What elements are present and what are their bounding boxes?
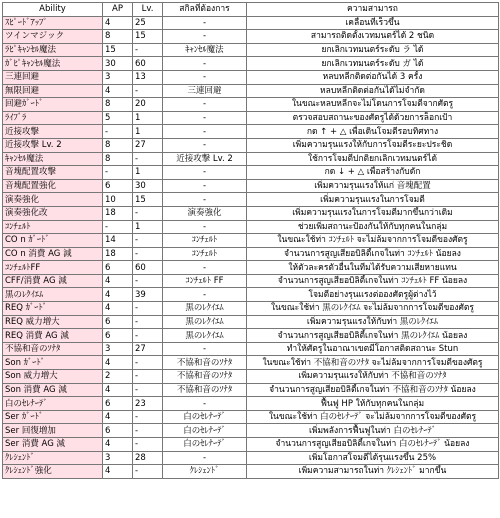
header-ap: AP xyxy=(103,3,133,17)
level: 25 xyxy=(133,16,163,30)
required-skill: 黒のﾚｸｲｴﾑ xyxy=(163,329,247,343)
effect-description: เพิ่มความรุนแรงให้แก่ 音塊配置 xyxy=(247,179,499,193)
required-skill: - xyxy=(163,30,247,44)
ability-name: ツインマジック xyxy=(3,30,103,44)
ap-cost: 30 xyxy=(103,57,133,71)
ap-cost: 15 xyxy=(103,43,133,57)
required-skill: 不協和音のｿﾅﾀ xyxy=(163,356,247,370)
ability-name: 不協和音のｿﾅﾀ xyxy=(3,342,103,356)
effect-description: จำนวนการสูญเสียอบิลิตี้เกจในท่า 不協和音のｿﾅﾀ น้อยลง xyxy=(247,383,499,397)
ap-cost: 10 xyxy=(103,193,133,207)
ap-cost: 6 xyxy=(103,179,133,193)
effect-description: ตรวจสอบสถานะของศัตรูได้ด้วยการล็อกเป้า xyxy=(247,111,499,125)
level: 1 xyxy=(133,111,163,125)
level: - xyxy=(133,370,163,384)
ap-cost: - xyxy=(103,220,133,234)
required-skill: - xyxy=(163,138,247,152)
level: - xyxy=(133,274,163,288)
effect-description: เพิ่มความรุนแรงให้กับท่า 不協和音のｿﾅﾀ xyxy=(247,370,499,384)
ap-cost: 4 xyxy=(103,84,133,98)
header-lv: Lv. xyxy=(133,3,163,17)
ap-cost: 4 xyxy=(103,438,133,452)
required-skill: 白のｾﾚﾅｰﾃﾞ xyxy=(163,410,247,424)
table-row xyxy=(3,247,499,261)
table-row xyxy=(3,125,499,139)
ability-name: 音塊配置強化 xyxy=(3,179,103,193)
level: - xyxy=(133,315,163,329)
ability-name: REQ ｶﾞｰﾄﾞ xyxy=(3,302,103,316)
ability-name: Ser 消費 AG 減 xyxy=(3,438,103,452)
effect-description: กด ↓ + △ เพื่อสร้างกับดัก xyxy=(247,166,499,180)
ap-cost: 4 xyxy=(103,302,133,316)
ability-table xyxy=(2,2,499,479)
ability-name: ﾗﾋﾟｷｬﾝｾﾙ魔法 xyxy=(3,43,103,57)
effect-description: เพิ่มพลังการฟื้นฟูในท่า 白のｾﾚﾅｰﾃﾞ xyxy=(247,424,499,438)
ability-name: 無限回避 xyxy=(3,84,103,98)
ability-name: 近接攻撃 Lv. 2 xyxy=(3,138,103,152)
ap-cost: 4 xyxy=(103,410,133,424)
ap-cost: - xyxy=(103,166,133,180)
effect-description: เพิ่มความรุนแรงให้กับท่า 黒のﾚｸｲｴﾑ xyxy=(247,315,499,329)
ap-cost: 14 xyxy=(103,234,133,248)
ability-name: Son 威力増大 xyxy=(3,370,103,384)
required-skill: ｺﾝﾁｪﾙﾄ xyxy=(163,247,247,261)
level: - xyxy=(133,84,163,98)
ability-name: Ser ｶﾞｰﾄﾞ xyxy=(3,410,103,424)
level: - xyxy=(133,424,163,438)
table-row xyxy=(3,370,499,384)
ap-cost: 6 xyxy=(103,424,133,438)
header-row xyxy=(3,3,499,17)
required-skill: - xyxy=(163,16,247,30)
effect-description: เพิ่มความรุนแรงในการโจมตี xyxy=(247,193,499,207)
required-skill: 白のｾﾚﾅｰﾃﾞ xyxy=(163,424,247,438)
required-skill: 黒のﾚｸｲｴﾑ xyxy=(163,315,247,329)
effect-description: ในขณะใช้ท่า 白のｾﾚﾅｰﾃﾞ จะไม่ล้มจากการโจมตีของศัตรู xyxy=(247,410,499,424)
required-skill: ｸﾚｼｪﾝﾄﾞ xyxy=(163,465,247,479)
required-skill: ｷｬﾝｾﾙ魔法 xyxy=(163,43,247,57)
level: 23 xyxy=(133,397,163,411)
ap-cost: 8 xyxy=(103,152,133,166)
table-row xyxy=(3,451,499,465)
required-skill: - xyxy=(163,288,247,302)
level: 28 xyxy=(133,451,163,465)
effect-description: จำนวนการสูญเสียอบิลิตี้เกจในท่า 白のｾﾚﾅｰﾃﾞ น้อยลง xyxy=(247,438,499,452)
level: - xyxy=(133,356,163,370)
ap-cost: 18 xyxy=(103,206,133,220)
effect-description: เพิ่มความรุนแรงในการโจมตีมากขึ้นกว่าเดิม xyxy=(247,206,499,220)
ability-name: 近接攻撃 xyxy=(3,125,103,139)
required-skill: - xyxy=(163,397,247,411)
required-skill: - xyxy=(163,111,247,125)
table-row xyxy=(3,288,499,302)
effect-description: สามารถติดตั้งเวทมนตร์ได้ 2 ชนิด xyxy=(247,30,499,44)
table-row xyxy=(3,166,499,180)
effect-description: เพิ่มโอกาสโจมตีได้รุนแรงขึ้น 25% xyxy=(247,451,499,465)
required-skill: - xyxy=(163,98,247,112)
required-skill: - xyxy=(163,193,247,207)
effect-description: ยกเลิกเวทมนตร์ระดับ ラ ได้ xyxy=(247,43,499,57)
ap-cost: 4 xyxy=(103,356,133,370)
ap-cost: 6 xyxy=(103,315,133,329)
header-ability: Ability xyxy=(3,3,103,17)
level: - xyxy=(133,302,163,316)
required-skill: - xyxy=(163,261,247,275)
level: - xyxy=(133,43,163,57)
table-row xyxy=(3,261,499,275)
ap-cost: 18 xyxy=(103,247,133,261)
table-row xyxy=(3,356,499,370)
ability-name: ｶﾞﾋﾟｷｬﾝｾﾙ魔法 xyxy=(3,57,103,71)
effect-description: ใช้การโจมตีปกติยกเลิกเวทมนตร์ได้ xyxy=(247,152,499,166)
ap-cost: 3 xyxy=(103,342,133,356)
level: - xyxy=(133,410,163,424)
effect-description: เคลื่อนที่เร็วขึ้น xyxy=(247,16,499,30)
effect-description: หลบหลีกติดต่อกันได้ไม่จำกัด xyxy=(247,84,499,98)
header-required-skill: สกิลที่ต้องการ xyxy=(163,3,247,17)
required-skill: - xyxy=(163,57,247,71)
level: 15 xyxy=(133,193,163,207)
table-row xyxy=(3,234,499,248)
ap-cost: 4 xyxy=(103,465,133,479)
ap-cost: 8 xyxy=(103,138,133,152)
ability-name: ｷｬﾝｾﾙ魔法 xyxy=(3,152,103,166)
ap-cost: 8 xyxy=(103,98,133,112)
ap-cost: 5 xyxy=(103,111,133,125)
required-skill: - xyxy=(163,166,247,180)
level: - xyxy=(133,152,163,166)
level: 13 xyxy=(133,70,163,84)
table-row xyxy=(3,152,499,166)
level: 39 xyxy=(133,288,163,302)
ability-name: 黒のﾚｸｲｴﾑ xyxy=(3,288,103,302)
effect-description: จำนวนการสูญเสียอบิลิตี้เกจในท่า ｺﾝﾁｪﾙﾄ FF น้อยลง xyxy=(247,274,499,288)
required-skill: - xyxy=(163,179,247,193)
ability-name: ｸﾚｼｪﾝﾄﾞ xyxy=(3,451,103,465)
table-row xyxy=(3,111,499,125)
table-row xyxy=(3,84,499,98)
effect-description: ในขณะใช้ท่า 黒のﾚｸｲｴﾑ จะไม่ล้มจากการโจมตีของศัตรู xyxy=(247,302,499,316)
ability-name: ﾗｲﾌﾞﾗ xyxy=(3,111,103,125)
ability-name: ｽﾋﾟｰﾄﾞｱｯﾌﾟ xyxy=(3,16,103,30)
ap-cost: 8 xyxy=(103,30,133,44)
table-row xyxy=(3,315,499,329)
table-row xyxy=(3,30,499,44)
required-skill: - xyxy=(163,70,247,84)
ability-name: ｺﾝﾁｪﾙﾄ xyxy=(3,220,103,234)
level: 30 xyxy=(133,179,163,193)
level: 15 xyxy=(133,30,163,44)
table-row xyxy=(3,16,499,30)
level: - xyxy=(133,206,163,220)
ability-name: ｸﾚｼｪﾝﾄﾞ強化 xyxy=(3,465,103,479)
header-effect: ความสามารถ xyxy=(247,3,499,17)
required-skill: - xyxy=(163,125,247,139)
effect-description: เพิ่มความสามารถในท่า ｸﾚｼｪﾝﾄﾞ มากขึ้น xyxy=(247,465,499,479)
effect-description: จำนวนการสูญเสียอบิลิตี้เกจในท่า ｺﾝﾁｪﾙﾄ น้อยลง xyxy=(247,247,499,261)
ability-name: Ser 回復増加 xyxy=(3,424,103,438)
table-row xyxy=(3,438,499,452)
ability-name: 音塊配置攻撃 xyxy=(3,166,103,180)
table-row xyxy=(3,193,499,207)
required-skill: ｺﾝﾁｪﾙﾄ FF xyxy=(163,274,247,288)
effect-description: ยกเลิกเวทมนตร์ระดับ ガ ได้ xyxy=(247,57,499,71)
required-skill: 白のｾﾚﾅｰﾃﾞ xyxy=(163,438,247,452)
ap-cost: 3 xyxy=(103,451,133,465)
required-skill: 不協和音のｿﾅﾀ xyxy=(163,370,247,384)
level: - xyxy=(133,234,163,248)
ability-name: CO n 消費 AG 減 xyxy=(3,247,103,261)
ability-name: CFF/消費 AG 減 xyxy=(3,274,103,288)
ap-cost: - xyxy=(103,125,133,139)
ability-name: 三連回避 xyxy=(3,70,103,84)
table-row xyxy=(3,329,499,343)
table-row xyxy=(3,43,499,57)
ability-name: CO n ｶﾞｰﾄﾞ xyxy=(3,234,103,248)
ap-cost: 4 xyxy=(103,274,133,288)
table-row xyxy=(3,220,499,234)
table-row xyxy=(3,410,499,424)
table-row xyxy=(3,179,499,193)
effect-description: จำนวนการสูญเสียอบิลิตี้เกจในท่า 黒のﾚｸｲｴﾑ น้อยลง xyxy=(247,329,499,343)
ap-cost: 4 xyxy=(103,383,133,397)
table-row xyxy=(3,424,499,438)
level: - xyxy=(133,465,163,479)
effect-description: ทำให้ศัตรูในอาณาเขตมีโอกาสติดสถานะ Stun xyxy=(247,342,499,356)
table-row xyxy=(3,70,499,84)
table-row xyxy=(3,274,499,288)
ability-name: 白のｾﾚﾅｰﾃﾞ xyxy=(3,397,103,411)
ap-cost: 2 xyxy=(103,370,133,384)
table-row xyxy=(3,302,499,316)
effect-description: ในขณะใช้ท่า ｺﾝﾁｪﾙﾄ จะไม่ล้มจากการโจมตีของศัตรู xyxy=(247,234,499,248)
level: 60 xyxy=(133,57,163,71)
level: 1 xyxy=(133,166,163,180)
ap-cost: 4 xyxy=(103,288,133,302)
effect-description: ช่วยเพิ่มสถานะป้องกันให้กับทุกคนในกลุ่ม xyxy=(247,220,499,234)
required-skill: 不協和音のｿﾅﾀ xyxy=(163,383,247,397)
level: - xyxy=(133,438,163,452)
effect-description: ฟื้นฟู HP ให้กับทุกคนในกลุ่ม xyxy=(247,397,499,411)
required-skill: - xyxy=(163,451,247,465)
effect-description: เพิ่มความรุนแรงให้กับการโจมตีระยะประชิด xyxy=(247,138,499,152)
ap-cost: 4 xyxy=(103,16,133,30)
ability-name: Son 消費 AG 減 xyxy=(3,383,103,397)
table-row xyxy=(3,57,499,71)
ability-name: ｺﾝﾁｪﾙﾄFF xyxy=(3,261,103,275)
ability-name: 演奏強化 xyxy=(3,193,103,207)
ap-cost: 6 xyxy=(103,261,133,275)
required-skill: - xyxy=(163,342,247,356)
table-row xyxy=(3,98,499,112)
required-skill: ｺﾝﾁｪﾙﾄ xyxy=(163,234,247,248)
ability-name: 演奏強化改 xyxy=(3,206,103,220)
table-row xyxy=(3,138,499,152)
ability-name: REQ 威力増大 xyxy=(3,315,103,329)
ability-name: 回避ｶﾞｰﾄﾞ xyxy=(3,98,103,112)
level: 27 xyxy=(133,138,163,152)
effect-description: ในขณะหลบหลีกจะไม่โดนการโจมตีจากศัตรู xyxy=(247,98,499,112)
effect-description: ในขณะใช้ท่า 不協和音のｿﾅﾀ จะไม่ล้มจากการโจมตีของศัตรู xyxy=(247,356,499,370)
ap-cost: 3 xyxy=(103,70,133,84)
required-skill: 演奏強化 xyxy=(163,206,247,220)
effect-description: โจมตีอย่างรุนแรงต่อองศัตรูผู้ต่างไว้ xyxy=(247,288,499,302)
table-row xyxy=(3,383,499,397)
effect-description: ให้ตัวละครตัวอื่นในทีมได้รับความเสียหายแทน xyxy=(247,261,499,275)
ap-cost: 6 xyxy=(103,329,133,343)
level: 20 xyxy=(133,98,163,112)
level: 27 xyxy=(133,342,163,356)
table-row xyxy=(3,342,499,356)
table-row xyxy=(3,206,499,220)
level: - xyxy=(133,329,163,343)
ap-cost: 6 xyxy=(103,397,133,411)
required-skill: - xyxy=(163,220,247,234)
required-skill: 三連回避 xyxy=(163,84,247,98)
required-skill: 近接攻撃 Lv. 2 xyxy=(163,152,247,166)
table-row xyxy=(3,465,499,479)
effect-description: หลบหลีกติดต่อกันได้ 3 ครั้ง xyxy=(247,70,499,84)
required-skill: 黒のﾚｸｲｴﾑ xyxy=(163,302,247,316)
level: - xyxy=(133,247,163,261)
ability-name: Son ｶﾞｰﾄﾞ xyxy=(3,356,103,370)
table-row xyxy=(3,397,499,411)
level: 1 xyxy=(133,220,163,234)
level: - xyxy=(133,383,163,397)
ability-name: REQ 消費 AG 減 xyxy=(3,329,103,343)
level: 1 xyxy=(133,125,163,139)
level: 60 xyxy=(133,261,163,275)
effect-description: กด ↑ + △ เพื่อเดินโจมตีรอบทิศทาง xyxy=(247,125,499,139)
